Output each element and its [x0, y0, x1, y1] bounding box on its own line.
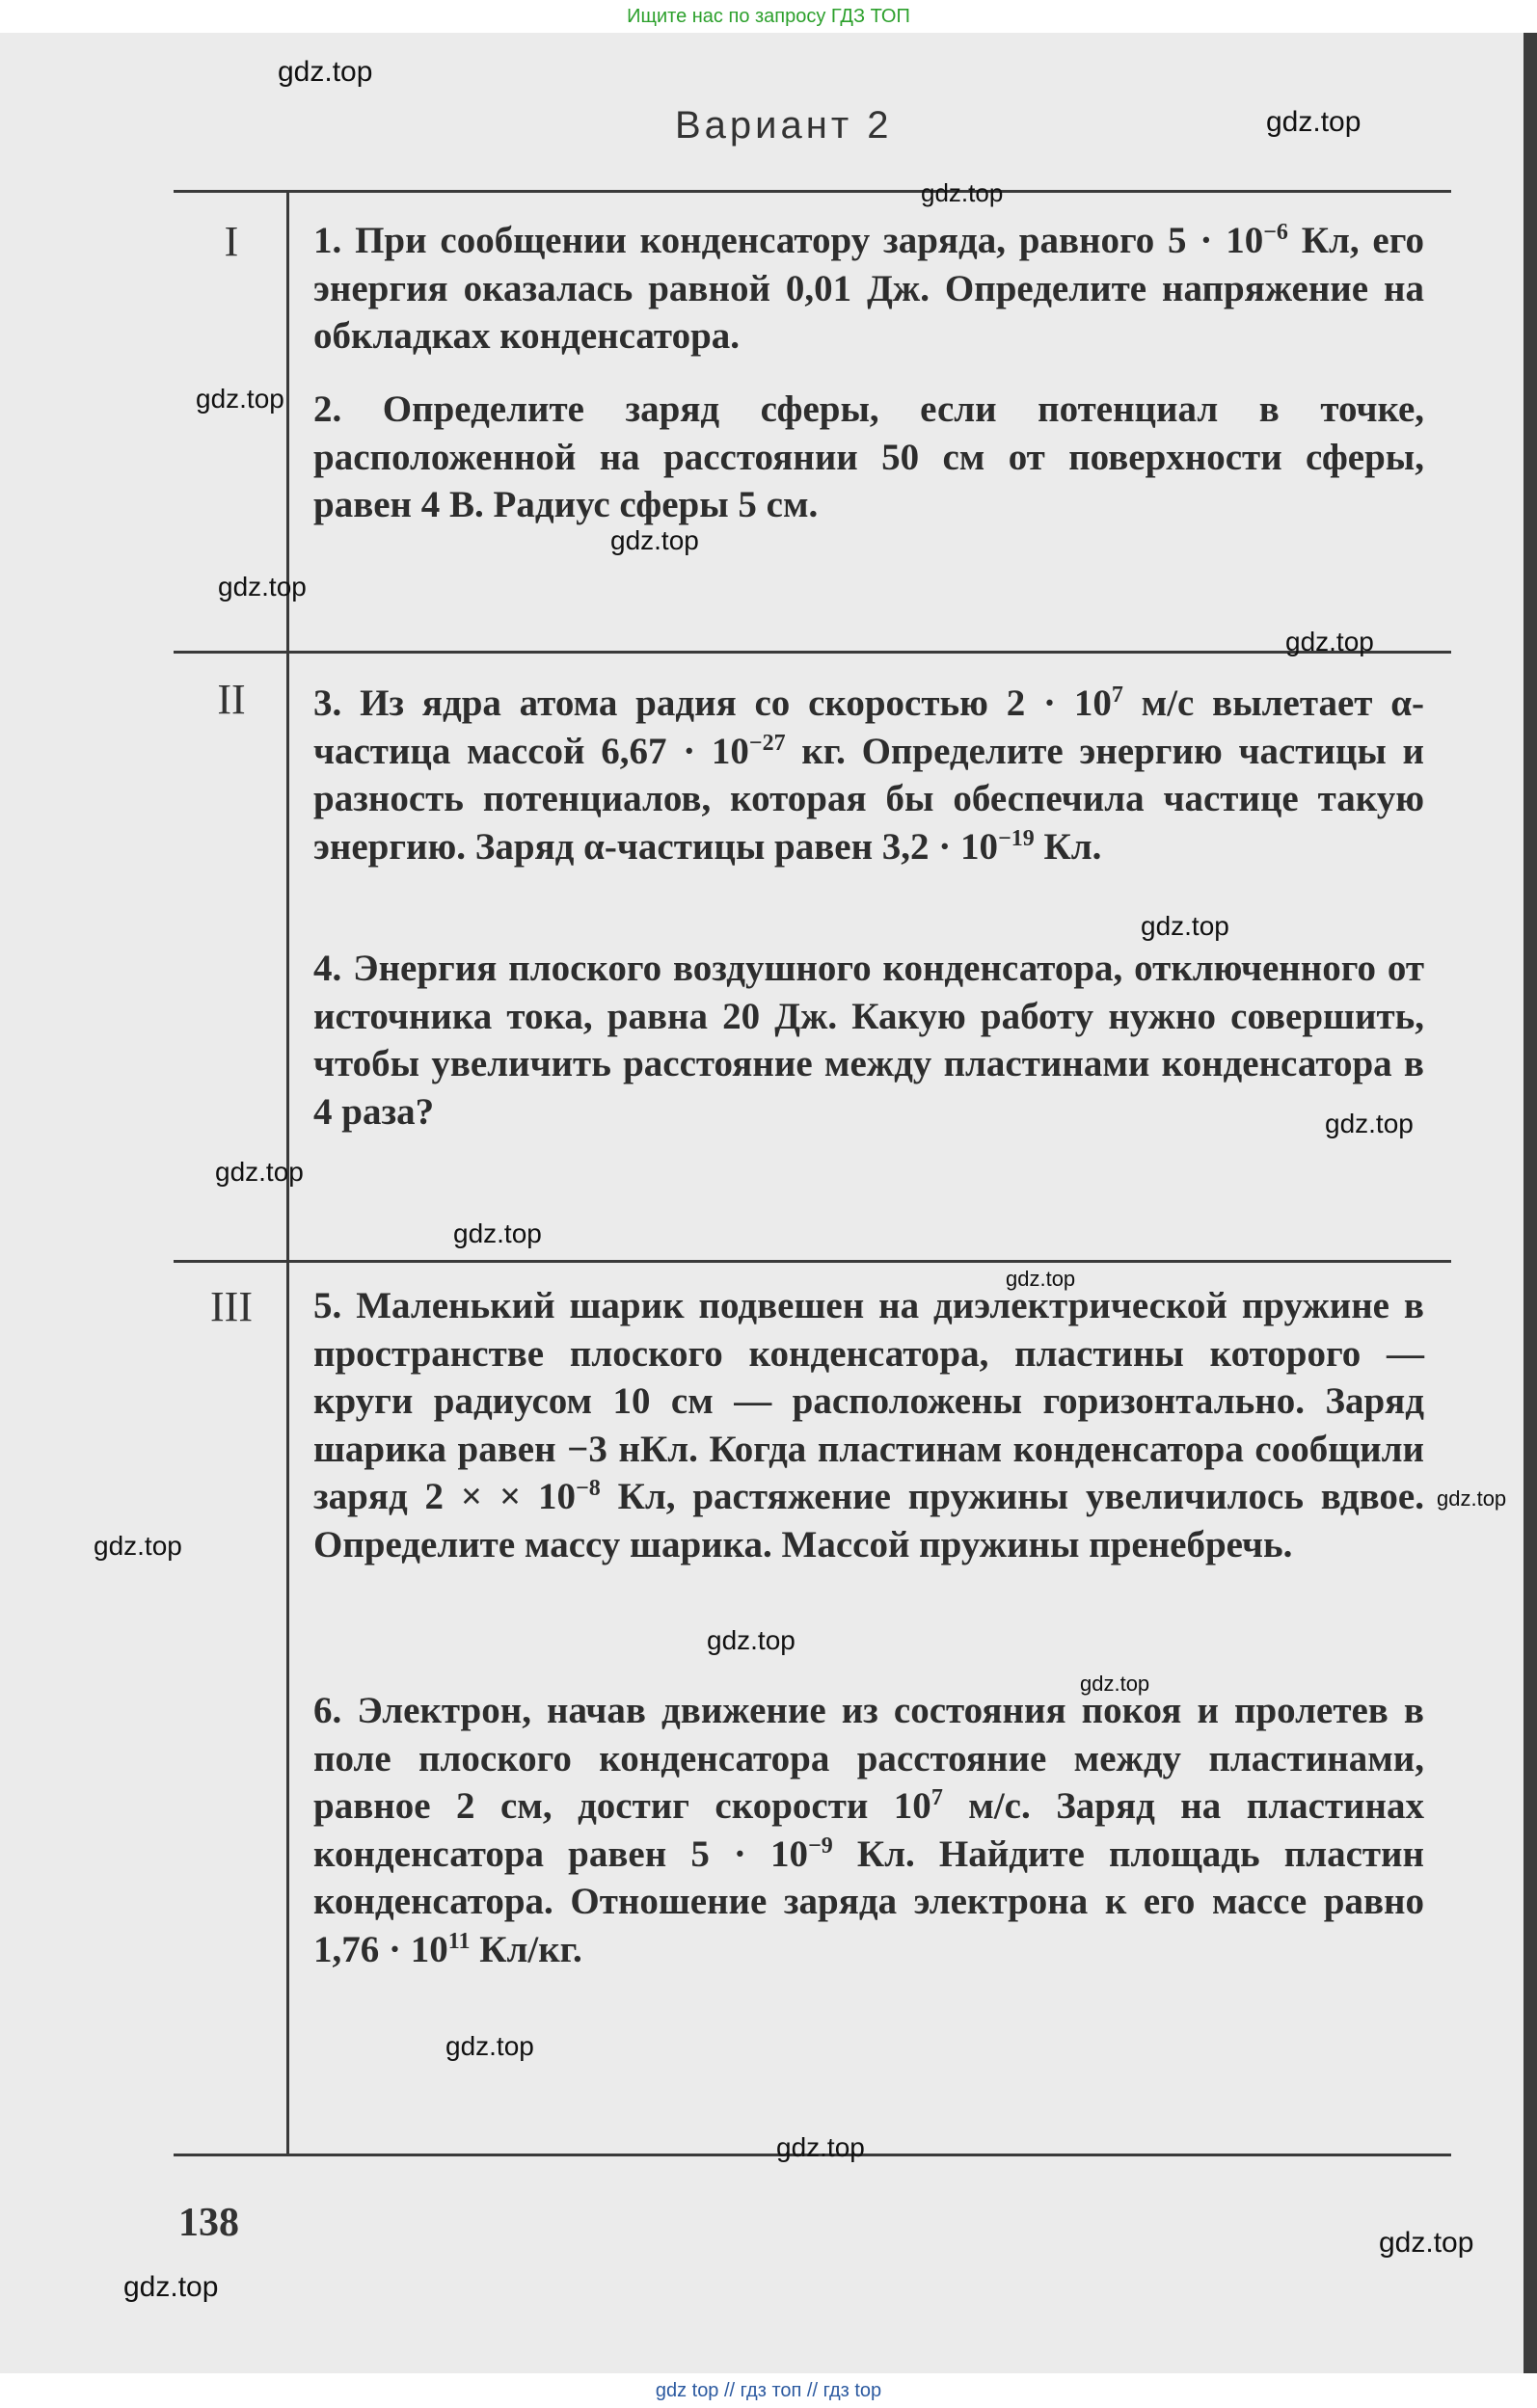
problem-6 [313, 1687, 1424, 1973]
watermark: gdz.top [453, 1218, 542, 1248]
section-divider-1 [174, 651, 1451, 654]
watermark: gdz.top [123, 2271, 219, 2303]
watermark: gdz.top [707, 1625, 795, 1655]
problem-number: 6. [313, 1690, 342, 1731]
watermark: gdz.top [278, 56, 373, 88]
problem-text: Электрон, начав движение из состояния покоя и пролетев в поле плоского конденсатора расстояние между пластинами, равное 2 см, достиг скорости $10^7$ м/с. Заряд на пластинах конденсатора равен $5 \cdot 10^{-9}$ Кл. Найдите площадь пластин конденсатора. Отношение заряда электрона к его массе равно $1,76 \cdot 10^{11}$ Кл/кг. [313, 1690, 1425, 1970]
bottom-banner-link[interactable]: gdz top // гдз топ // гдз top [655, 2380, 882, 2401]
watermark: gdz.top [776, 2132, 865, 2162]
section-label-III: III [210, 1283, 253, 1330]
top-banner-link[interactable]: Ищите нас по запросу ГДЗ ТОП [627, 6, 910, 27]
watermark: gdz.top [1266, 106, 1362, 138]
problem-text: Маленький шарик подвешен на диэлектрической пружине в пространстве плоского конденсатора, пластины которого — круги радиусом 10 см — расположены горизонтально. Заряд шарика равен −3 нКл. Когда пластинам конденсатора сообщили заряд 2 × × $10^{-8}$ Кл, растяжение пружины увеличилось вдвое. Определите массу шарика. Массой пружины пренебречь. [313, 1285, 1424, 1565]
problem-number: 1. [313, 220, 342, 261]
problem-text: Энергия плоского воздушного конденсатора, отключенного от источника тока, равна 20 Дж. Какую работу нужно совершить, чтобы увеличить расстояние между пластинами конденсатора в 4 раза? [313, 948, 1425, 1133]
problem-number: 3. [313, 682, 342, 724]
watermark: gdz.top [215, 1157, 304, 1187]
problem-2 [313, 386, 1424, 529]
problem-number: 2. [313, 388, 342, 430]
page-edge [1524, 33, 1537, 2373]
variant-title: Вариант 2 [675, 104, 893, 147]
watermark: gdz.top [1437, 1486, 1507, 1511]
watermark: gdz.top [1325, 1109, 1414, 1138]
problem-text: Определите заряд сферы, если потенциал в точке, расположенной на расстоянии 50 см от поверхности сферы, равен 4 В. Радиус сферы 5 см. [313, 388, 1425, 525]
watermark: gdz.top [94, 1531, 182, 1561]
watermark: gdz.top [1379, 2227, 1474, 2259]
watermark: gdz.top [1285, 627, 1374, 656]
problem-number: 4. [313, 948, 342, 989]
section-label-II: II [217, 676, 246, 723]
page-number: 138 [178, 2201, 239, 2245]
watermark: gdz.top [196, 384, 284, 414]
problem-5 [313, 1282, 1424, 1568]
table-top-rule [174, 190, 1451, 193]
problem-4 [313, 945, 1424, 1136]
watermark: gdz.top [445, 2031, 534, 2061]
problem-3 [313, 680, 1424, 870]
problem-text: При сообщении конденсатору заряда, равного $5 \cdot 10^{-6}$ Кл, его энергия оказалась равной 0,01 Дж. Определите напряжение на обкладках конденсатора. [313, 220, 1424, 357]
watermark: gdz.top [921, 178, 1004, 207]
watermark: gdz.top [218, 572, 307, 602]
problem-1 [313, 217, 1424, 361]
watermark: gdz.top [610, 525, 699, 555]
watermark: gdz.top [1080, 1672, 1150, 1696]
problem-text: Из ядра атома радия со скоростью $2 \cdot 10^7$ м/с вылетает α-частица массой $6,67 \cdot 10^{-27}$ кг. Определите энергию частицы и разность потенциалов, которая бы обеспечила частице такую энергию. Заряд α-частицы равен $3,2 \cdot 10^{-19}$ Кл. [313, 682, 1425, 868]
section-label-I: I [224, 218, 239, 265]
section-divider-2 [174, 1260, 1451, 1263]
watermark: gdz.top [1141, 911, 1229, 941]
watermark: gdz.top [1006, 1267, 1076, 1291]
problem-number: 5. [313, 1285, 342, 1326]
